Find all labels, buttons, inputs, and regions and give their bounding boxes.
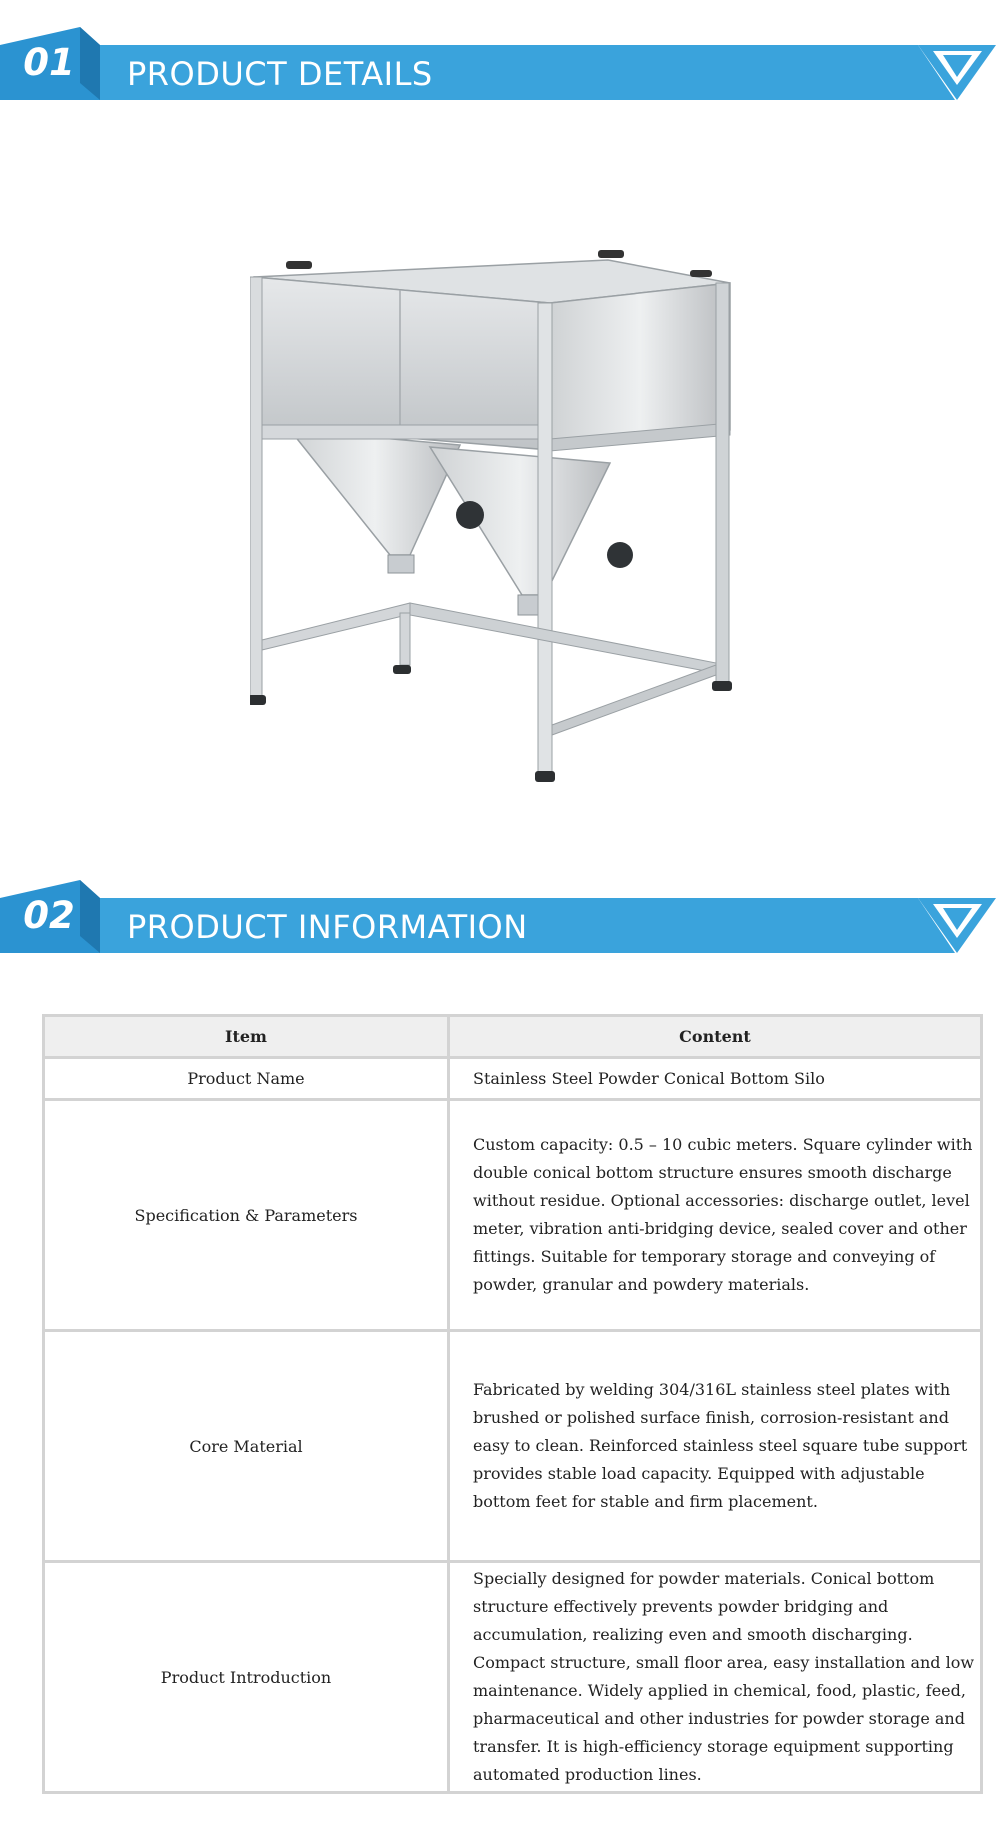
section-title: PRODUCT DETAILS (127, 55, 433, 93)
row-item-label: Specification & Parameters (44, 1100, 449, 1331)
table-header-row (44, 1016, 982, 1058)
row-content: Stainless Steel Powder Conical Bottom Silo (449, 1058, 982, 1100)
header-item: Item (44, 1016, 449, 1058)
row-content: Fabricated by welding 304/316L stainless steel plates with brushed or polished surface finish, corrosion-resistant and easy to clean. Reinforced stainless steel square tube support provides stable load capacity. Equipped with adjustable bottom feet for stable and firm placement. (449, 1331, 982, 1562)
section-title: PRODUCT INFORMATION (127, 908, 528, 946)
section-number: 01 (23, 41, 75, 84)
product-info-table (42, 1014, 983, 1794)
row-content: Custom capacity: 0.5 – 10 cubic meters. Square cylinder with double conical bottom structure ensures smooth discharge without residue. Optional accessories: discharge outlet, level meter, vibration anti-bridging device, sealed cover and other fittings. Suitable for temporary storage and conveying of powder, granular and powdery materials. (449, 1100, 982, 1331)
section-number: 02 (23, 894, 75, 937)
table-row (44, 1562, 982, 1793)
table-row (44, 1331, 982, 1562)
row-item-label: Product Introduction (44, 1562, 449, 1793)
product-photo-silo (250, 225, 750, 805)
row-item-label: Product Name (44, 1058, 449, 1100)
table-row (44, 1058, 982, 1100)
row-content: Specially designed for powder materials. Conical bottom structure effectively prevents powder bridging and accumulation, realizing even and smooth discharging. Compact structure, small floor area, easy installation and low maintenance. Widely applied in chemical, food, plastic, feed, pharmaceutical and other industries for powder storage and transfer. It is high-efficiency storage equipment supporting automated production lines. (449, 1562, 982, 1793)
section-banner-product-details (0, 27, 1000, 107)
row-item-label: Core Material (44, 1331, 449, 1562)
header-content: Content (449, 1016, 982, 1058)
table-row (44, 1100, 982, 1331)
section-banner-product-information (0, 880, 1000, 960)
